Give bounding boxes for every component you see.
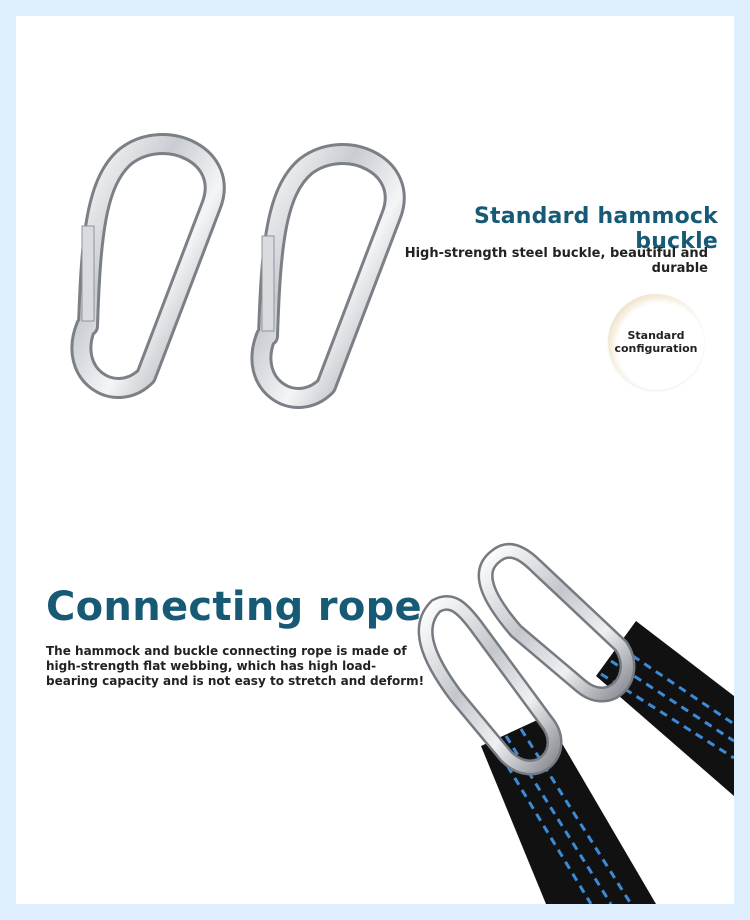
- carabiner-pair-image: [46, 126, 406, 426]
- buckle-section-subtitle: High-strength steel buckle, beautiful and durable: [404, 246, 708, 276]
- carabiner-right: [261, 154, 394, 398]
- content-panel: [16, 16, 734, 904]
- webbing-straps-image: [396, 536, 734, 904]
- rope-section-title: Connecting rope: [46, 584, 422, 630]
- badge-line-2: configuration: [614, 342, 698, 355]
- badge-line-1: Standard: [627, 329, 685, 342]
- carabiner-left: [81, 144, 214, 388]
- strap-left: [481, 716, 656, 904]
- buckle-section-title: Standard hammock buckle: [473, 204, 718, 254]
- standard-configuration-badge: [608, 294, 704, 390]
- rope-section-description: The hammock and buckle connecting rope is made of high-strength flat webbing, which has high load-bearing capacity and is not easy to stretch and deform!: [46, 644, 425, 688]
